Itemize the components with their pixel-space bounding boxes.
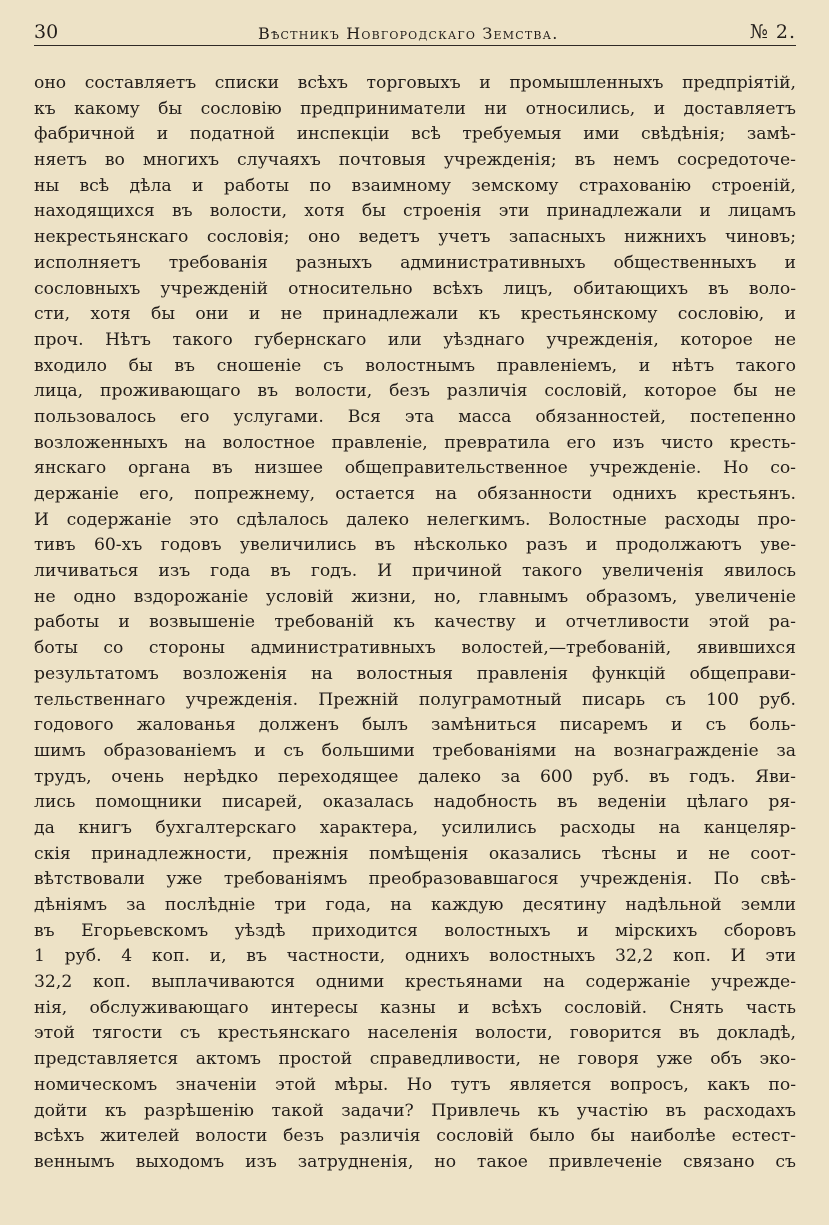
text-line: въ Егорьевскомъ уѣздѣ приходится волостныхъ и мірскихъ сборовъ	[34, 920, 796, 941]
text-line: оно составляетъ списки всѣхъ торговыхъ и промышленныхъ предпріятій,	[34, 73, 796, 93]
text-line: ны всѣ дѣла и работы по взаимному земскому страхованію строеній,	[34, 175, 796, 196]
body-text	[34, 71, 796, 1176]
text-line: годового жалованья долженъ былъ замѣниться писаремъ и съ боль-	[34, 715, 796, 736]
text-line: боты со стороны административныхъ волостей,—требованій, явившихся	[34, 638, 796, 659]
text-line: держаніе его, попрежнему, остается на обязанности однихъ крестьянъ.	[34, 484, 796, 504]
journal-title: Вѣстникъ Новгородскаго Земства.	[258, 24, 559, 43]
text-line: лись помощники писарей, оказалась надобность въ веденіи цѣлаго ря-	[34, 792, 796, 813]
text-line: пользовалось его услугами. Вся эта масса обязанностей, постепенно	[34, 406, 796, 427]
text-line: скія принадлежности, прежнія помѣщенія оказались тѣсны и не соот-	[34, 843, 796, 864]
text-line: не одно вздорожаніе условій жизни, но, главнымъ образомъ, увеличеніе	[34, 586, 796, 607]
text-line: да книгъ бухгалтерскаго характера, усилились расходы на канцеляр-	[34, 817, 796, 838]
text-line: вѣтствовали уже требованіямъ преобразовавшагося учрежденія. По свѣ-	[34, 869, 796, 890]
text-line: сословныхъ учрежденій относительно всѣхъ лицъ, обитающихъ въ воло-	[34, 278, 796, 299]
text-line: тивъ 60-хъ годовъ увеличились въ нѣсколько разъ и продолжаютъ уве-	[34, 535, 796, 556]
text-line: работы и возвышеніе требованій къ качеству и отчетливости этой ра-	[34, 612, 796, 633]
text-line: находящихся въ волости, хотя бы строенія эти принадлежали и лицамъ	[34, 201, 796, 222]
text-line: некрестьянскаго сословія; оно ведетъ учетъ запасныхъ нижнихъ чиновъ;	[34, 227, 796, 248]
text-line: янскаго органа въ низшее общеправительственное учрежденіе. Но со-	[34, 458, 796, 479]
issue-number: № 2.	[749, 21, 796, 43]
text-line: 32,2 коп. выплачиваются одними крестьянами на содержаніе учрежде-	[34, 972, 796, 993]
page-number: 30	[34, 21, 59, 43]
text-line: представляется актомъ простой справедливости, не говоря уже объ эко-	[34, 1049, 796, 1070]
text-line: всѣхъ жителей волости безъ различія сословій было бы наиболѣе естест-	[34, 1126, 796, 1147]
text-line: дѣніямъ за послѣдніе три года, на каждую десятину надѣльной земли	[34, 895, 796, 915]
text-line: нія, обслуживающаго интересы казны и всѣхъ сословій. Снять часть	[34, 997, 796, 1018]
text-line: личиваться изъ года въ годъ. И причиной такого увеличенія явилось	[34, 561, 796, 582]
header-rule	[34, 45, 796, 46]
text-line: результатомъ возложенія на волостныя правленія функцій общеправи-	[34, 663, 796, 684]
text-line: фабричной и податной инспекціи всѣ требуемыя ими свѣдѣнія; замѣ-	[34, 124, 796, 145]
text-line: дойти къ разрѣшенію такой задачи? Привлечь къ участію въ расходахъ	[34, 1100, 796, 1121]
text-line: шимъ образованіемъ и съ большими требованіями на вознагражденіе за	[34, 740, 796, 761]
text-line: 1 руб. 4 коп. и, въ частности, однихъ волостныхъ 32,2 коп. И эти	[34, 946, 796, 967]
text-line: трудъ, очень нерѣдко переходящее далеко за 600 руб. въ годъ. Яви-	[34, 766, 796, 787]
text-line: тельственнаго учрежденія. Прежній полуграмотный писарь съ 100 руб.	[34, 689, 796, 710]
text-line: няетъ во многихъ случаяхъ почтовыя учрежденія; въ немъ сосредоточе-	[34, 150, 796, 171]
text-line: лица, проживающаго въ волости, безъ различія сословій, которое бы не	[34, 381, 796, 402]
text-line: этой тягости съ крестьянскаго населенія волости, говорится въ докладѣ,	[34, 1023, 796, 1044]
text-line: проч. Нѣтъ такого губернскаго или уѣзднаго учрежденія, которое не	[34, 329, 796, 350]
text-line: номическомъ значеніи этой мѣры. Но тутъ является вопросъ, какъ по-	[34, 1074, 796, 1095]
text-line: возложенныхъ на волостное правленіе, превратила его изъ чисто кресть-	[34, 432, 796, 453]
text-line: входило бы въ сношеніе съ волостнымъ правленіемъ, и нѣтъ такого	[34, 355, 796, 376]
text-line: къ какому бы сословію предприниматели ни относились, и доставляетъ	[34, 98, 796, 119]
text-line: И содержаніе это сдѣлалось далеко нелегкимъ. Волостные расходы про-	[34, 509, 796, 530]
page-header	[34, 20, 796, 50]
text-line: сти, хотя бы они и не принадлежали къ крестьянскому сословію, и	[34, 304, 796, 325]
text-line: веннымъ выходомъ изъ затрудненія, но такое привлеченіе связано съ	[34, 1151, 796, 1172]
text-line: исполняетъ требованія разныхъ административныхъ общественныхъ и	[34, 252, 796, 273]
